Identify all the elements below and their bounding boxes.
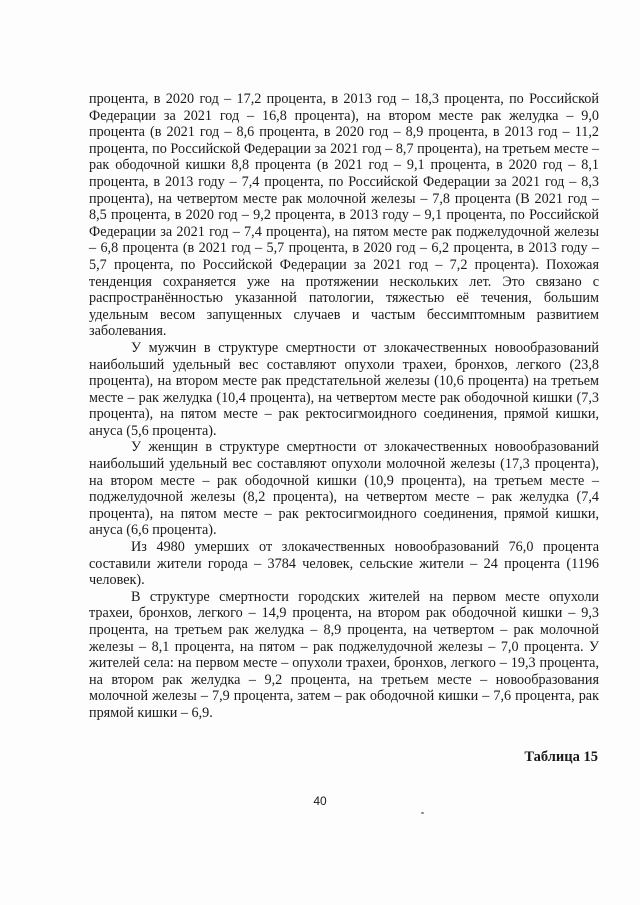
body-text bbox=[89, 91, 599, 722]
paragraph-urban-rural-split: Из 4980 умерших от злокачественных новообразований 76,0 процента составили жители города – 3784 человек, сельские жители – 24 процента (1196 человек). bbox=[89, 539, 599, 589]
page-number: 40 bbox=[313, 794, 327, 808]
scan-artifact-dot bbox=[421, 812, 424, 814]
paragraph-continuation: процента, в 2020 год – 17,2 процента, в 2013 год – 18,3 процента, по Российской Федерации за 2021 год – 16,8 процента), на втором месте рак желудка – 9,0 процента (в 2021 год – 8,6 процента, в 2020 год – 8,9 процента, в 2013 год – 11,2 процента, по Российской Федерации за 2021 год – 8,7 процента), на третьем месте – рак ободочной кишки 8,8 процента (в 2021 год – 9,1 процента, в 2020 год – 8,1 процента, в 2013 году – 7,4 процента, по Российской Федерации за 2021 год – 8,3 процента), на четвертом месте рак молочной железы – 7,8 процента (В 2021 год – 8,5 процента, в 2020 год – 9,2 процента, в 2013 году – 9,1 процента, по Российской Федерации за 2021 год – 7,4 процента), на пятом месте рак поджелудочной железы – 6,8 процента (в 2021 год – 5,7 процента, в 2020 год – 6,2 процента, в 2013 году – 5,7 процента, по Российской Федерации за 2021 год – 7,2 процента). Похожая тенденция сохраняется уже на протяжении нескольких лет. Это связано с распространённостью указанной патологии, тяжестью её течения, большим удельным весом запущенных случаев и частым бессимптомным развитием заболевания. bbox=[89, 91, 599, 340]
paragraph-urban-rural-structure: В структуре смертности городских жителей на первом месте опухоли трахеи, бронхов, легкого – 14,9 процента, на втором рак ободочной кишки – 9,3 процента, на третьем рак желудка – 8,9 процента, на четвертом – рак молочной железы – 8,1 процента, на пятом – рак поджелудочной железы – 7,0 процента. У жителей села: на первом месте – опухоли трахеи, бронхов, легкого – 19,3 процента, на втором рак желудка – 9,2 процента, на третьем месте – новообразования молочной железы – 7,9 процента, затем – рак ободочной кишки – 7,6 процента, рак прямой кишки – 6,9. bbox=[89, 588, 599, 721]
paragraph-men-mortality: У мужчин в структуре смертности от злокачественных новообразований наибольший удельный вес составляют опухоли трахеи, бронхов, легкого (23,8 процента), на втором месте рак предстательной железы (10,6 процента) на третьем месте – рак желудка (10,4 процента), на четвертом месте рак ободочной кишки (7,3 процента), на пятом месте – рак ректосигмоидного соединения, прямой кишки, ануса (5,6 процента). bbox=[89, 339, 599, 439]
paragraph-women-mortality: У женщин в структуре смертности от злокачественных новообразований наибольший удельный вес составляют опухоли молочной железы (17,3 процента), на втором месте – рак ободочной кишки (10,9 процента), на третьем месте – поджелудочной железы (8,2 процента), на четвертом месте – рак желудка (7,4 процента), на пятом месте – рак ректосигмоидного соединения, прямой кишки, ануса (6,6 процента). bbox=[89, 439, 599, 539]
table-caption: Таблица 15 bbox=[524, 749, 598, 765]
